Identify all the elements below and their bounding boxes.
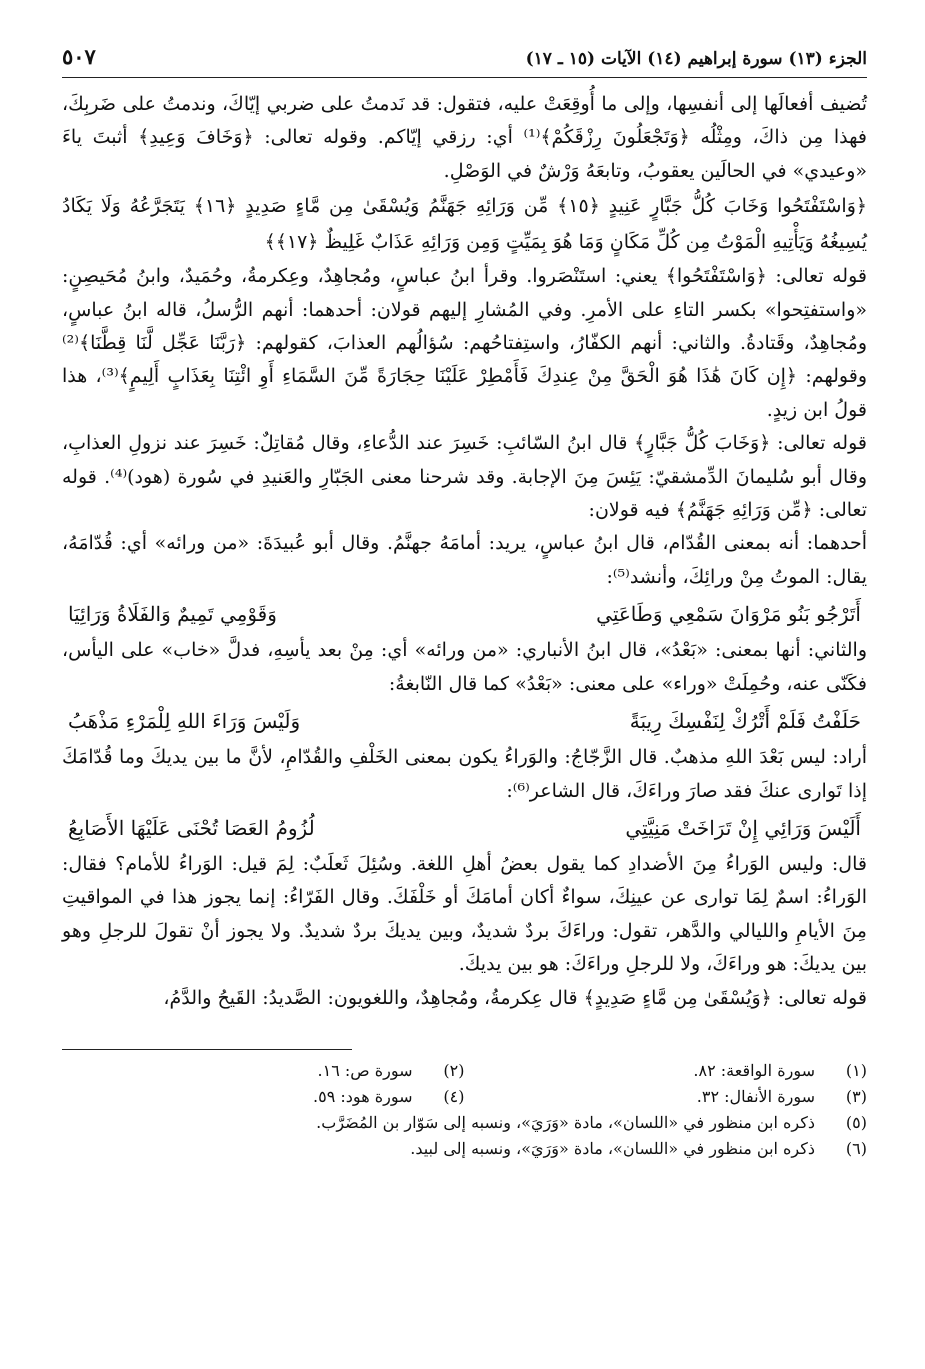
verse-first-hemistich: أَلَيْسَ وَرَائِي إِنْ تَرَاخَتْ مَنِيَّتِي: [625, 815, 861, 840]
verse-first-hemistich: أَتَرْجُو بَنُو مَرْوَانَ سَمْعِي وَطَاعَتِي: [596, 602, 861, 627]
footnote-number: (٣): [845, 1086, 867, 1106]
paragraph: قوله تعالى: ﴿وَاسْتَفْتَحُوا﴾ يعني: استَنْصَروا. وقرأ ابنُ عباسٍ، ومُجاهِدٌ، وعِكرمةُ، وحُمَيدٌ، وابنُ مُحَيصِنٍ: «واستفتِحوا» بكسر التاءِ على الأمرِ. وفي المُشارِ إليهم قولان: أحدهما: أنهم الرُّسلُ، قاله ابنُ عباسٍ، ومُجاهِدٌ، وقَتادةُ. والثاني: أنهم الكفّارُ، واستِفتاحُهم: سُؤالُهم العذابَ، كقولهم: ﴿رَبَّنَا عَجِّل لَّنَا قِطَّنَا﴾⁽²⁾ وقولهم: ﴿إِن كَانَ هَٰذَا هُوَ الْحَقَّ مِنْ عِندِكَ فَأَمْطِرْ عَلَيْنَا حِجَارَةً مِّنَ السَّمَاءِ أَوِ ائْتِنَا بِعَذَابٍ أَلِيمٍ﴾⁽³⁾، هذا قولُ ابن زيدٍ.: [62, 265, 867, 421]
poetry-verse: [62, 701, 867, 741]
footnote-text: سورة الأنفال: ٣٢.: [696, 1086, 815, 1106]
footnote-text: سورة الواقعة: ٨٢.: [693, 1060, 815, 1080]
paragraph: أراد: ليس بَعْدَ اللهِ مذهبٌ. قال الزَّجّاجُ: والوَراءُ يكون بمعنى الخَلْفِ والقُدّامِ، لأنَّ ما بين يديكَ وما قُدّامَكَ إذا تَوارى عنكَ فقد صارَ وراءَكَ، قال الشاعر⁽⁶⁾:: [62, 746, 867, 802]
footnote: [410, 1136, 867, 1162]
quran-verses-block: ﴿وَاسْتَفْتَحُوا وَخَابَ كُلُّ جَبَّارٍ عَنِيدٍ ﴿١٥﴾ مِّن وَرَائِهِ جَهَنَّمُ وَيُسْقَىٰ مِن مَّاءٍ صَدِيدٍ ﴿١٦﴾ يَتَجَرَّعُهُ وَلَا يَكَادُ يُسِيغُهُ وَيَأْتِيهِ الْمَوْتُ مِن كُلِّ مَكَانٍ وَمَا هُوَ بِمَيِّتٍ وَمِن وَرَائِهِ عَذَابٌ غَلِيظٌ ﴿١٧﴾﴾: [62, 195, 868, 254]
verse-first-hemistich: حَلَفْتُ فَلَمْ أَتْرُكْ لِنَفْسِكَ رِيبَةً: [629, 709, 861, 734]
footnote-number: (١): [845, 1060, 867, 1080]
paragraph: والثاني: أنها بمعنى: «بَعْدُ»، قال ابنُ الأنباري: «من ورائه» أي: مِنْ بعد يأسِهِ، فدلَّ «خاب» على اليأس، فكَنّى عنه، وحُمِلَتْ «وراء» على معنى: «بَعْدُ» كما قال النّابغةُ:: [62, 639, 867, 695]
footnote: [465, 1058, 868, 1084]
poetry-verse: [62, 594, 867, 634]
footnotes: [62, 1058, 867, 1162]
footnote-text: ذكره ابن منظور في «اللسان»، مادة «وَرَيَ»، ونسبه إلى سَوّار بن المُضَرَّب.: [316, 1112, 815, 1132]
main-text: [62, 88, 867, 1015]
poetry-verse: [62, 808, 867, 848]
paragraph: قال: وليس الوَراءُ مِنَ الأضدادِ كما يقول بعضُ أهلِ اللغة. وسُئِلَ ثَعلَبٌ: لِمَ قيل: الوَراءُ للأمام؟ فقال: الوَراءُ: اسمٌ لِمَا توارى عن عينِكَ، سواءٌ أكان أمامَكَ أو خَلْفَكَ. وقال الفَرّاءُ: إنما يجوز هذا في المواقيتِ مِنَ الأيامِ والليالي والدَّهر، تقول: وراءَكَ بردٌ شديدٌ، وبين يديكَ بردٌ شديدٌ. ولا يجوز أنْ تقولَ للرجلِ وهو بين يديكَ: هو وراءَكَ، ولا للرجلِ وراءَكَ: هو بين يديكَ.: [62, 852, 867, 976]
page-header: [62, 44, 867, 78]
paragraph: تُضيف أفعالَها إلى أنفسِها، وإلى ما أُوقِعَتْ عليه، فتقول: قد نَدمتُ على ضربي إيّاكَ، وندمتُ على ضَربِكَ، فهذا مِن ذاكَ، ومِثْلُه ﴿وَتَجْعَلُونَ رِزْقَكُمْ﴾⁽¹⁾ أي: رزقي إيّاكم. وقوله تعالى: ﴿وَخَافَ وَعِيدِ﴾ أثبتَ ياءَ «وعيدي» في الحالَين يعقوبُ، وتابعَهُ وَرْشٌ في الوَصْلِ.: [62, 93, 867, 182]
footnote: [62, 1058, 465, 1084]
verse-second-hemistich: وَقَوْمِي تَمِيمٌ وَالفَلَاةُ وَرَائِيَا: [68, 602, 277, 627]
verse-second-hemistich: لُزُومُ العَصَا تُحْنَى عَلَيْهَا الأَصَابِعُ: [68, 815, 315, 840]
verse-second-hemistich: وَلَيْسَ وَرَاءَ اللهِ لِلْمَرْءِ مَذْهَبُ: [68, 709, 301, 734]
paragraph: أحدهما: أنه بمعنى القُدّام، قال ابنُ عباسٍ، يريد: أمامَهُ جهنَّمُ. وقال أبو عُبيدَةَ: «من ورائه» أي: قُدّامَهُ، يقال: الموتُ مِنْ ورائِكَ، وأنشد⁽⁵⁾:: [62, 532, 867, 588]
footnote-number: (٥): [845, 1112, 867, 1132]
paragraph: قوله تعالى: ﴿وَخَابَ كُلُّ جَبَّارٍ﴾ قال ابنُ السّائبِ: خَسِرَ عند الدُّعاءِ، وقال مُقاتِلٌ: خَسِرَ عند نزولِ العذابِ، وقال أبو سُليمانَ الدِّمشقيّ: يَئِسَ مِنَ الإجابة. وقد شرحنا معنى الجَبّارِ والعَنيدِ في سُورة (هود)⁽⁴⁾. قوله تعالى: ﴿مِّن وَرَائِهِ جَهَنَّمُ﴾ فيه قولان:: [62, 432, 867, 522]
footnote-number: (٢): [443, 1060, 465, 1080]
footnote-separator: [62, 1049, 352, 1050]
paragraph: قوله تعالى: ﴿وَيُسْقَىٰ مِن مَّاءٍ صَدِيدٍ﴾ قال عِكرمةُ، ومُجاهِدٌ، واللغويون: الصَّديدُ: القَيحُ والدَّمُ،: [163, 986, 867, 1009]
footnote-text: سورة ص: ١٦.: [317, 1060, 413, 1080]
footnote-text: ذكره ابن منظور في «اللسان»، مادة «وَرَيَ»، ونسبه إلى لبيد.: [410, 1138, 815, 1158]
footnote: [62, 1084, 465, 1110]
footnote-number: (٤): [443, 1086, 465, 1106]
footnote-text: سورة هود: ٥٩.: [313, 1086, 413, 1106]
footnote-number: (٦): [845, 1138, 867, 1158]
footnote: [465, 1084, 868, 1110]
page-number: ٥٠٧: [62, 44, 96, 69]
running-title: الجزء (١٣) سورة إبراهيم (١٤) الآيات (١٥ ـ ١٧): [525, 49, 867, 69]
footnote: [316, 1110, 867, 1136]
